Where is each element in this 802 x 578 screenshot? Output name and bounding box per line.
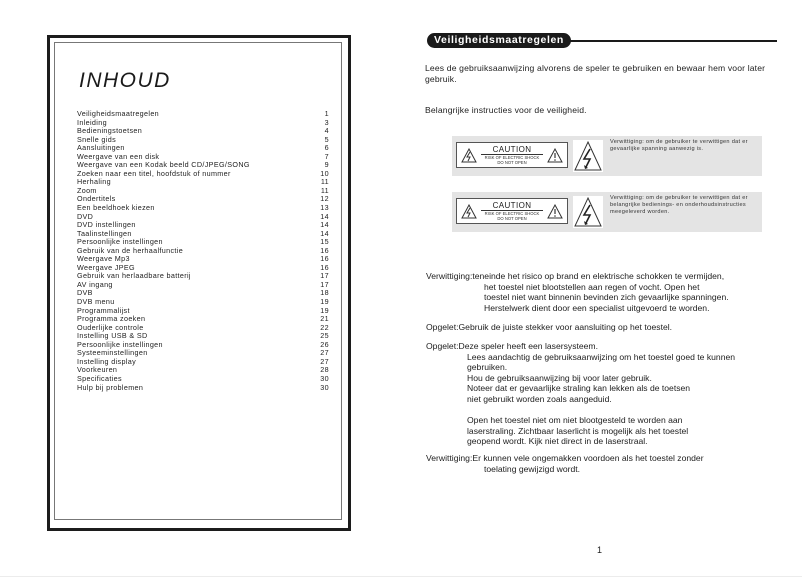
toc-entry-label: DVD — [77, 211, 94, 221]
toc-entry-label: Zoom — [77, 185, 97, 195]
toc-entry-label: Weergave van een Kodak beeld CD/JPEG/SONG — [77, 160, 250, 170]
caution-band — [452, 136, 762, 176]
toc-entry[interactable] — [77, 289, 329, 298]
toc-entry-label: Persoonlijke instellingen — [77, 339, 163, 349]
toc-entry-label: DVB menu — [77, 297, 115, 307]
toc-entry-page: 19 — [320, 305, 329, 315]
toc-entry-page: 16 — [320, 262, 329, 272]
caution-label — [456, 198, 568, 224]
notice-line: toelating gewijzigd wordt. — [484, 463, 581, 474]
notice-line: Gebruik de juiste stekker voor aansluiting op het toestel. — [458, 322, 673, 332]
toc-entry-label: Aansluitingen — [77, 143, 125, 153]
toc-entry-page: 3 — [324, 117, 329, 127]
toc-entry-label: DVB — [77, 288, 93, 298]
caution-subtext — [479, 211, 545, 221]
toc-entry-page: 16 — [320, 254, 329, 264]
toc-entry-page: 7 — [324, 151, 329, 161]
toc-entry-label: Ondertitels — [77, 194, 116, 204]
notice-label: Verwittiging: — [426, 271, 473, 281]
toc-entry-page: 4 — [324, 126, 329, 136]
notice-line: gebruiken. — [467, 362, 508, 373]
caution-word: CAUTION — [481, 201, 543, 211]
toc-entry[interactable] — [77, 178, 329, 187]
bottom-edge — [0, 576, 802, 577]
notice-line: Noteer dat er gevaarlijke straling kan lekken als de toetsen — [467, 383, 691, 394]
toc-entry-page: 14 — [320, 228, 329, 238]
toc-entry-label: Voorkeuren — [77, 365, 118, 375]
toc-entry-page: 11 — [320, 177, 329, 187]
notice-line: Deze speler heeft een lasersysteem. — [458, 341, 598, 351]
notice-line: geopend wordt. Kijk niet direct in de laserstraal. — [467, 436, 648, 447]
toc-inner-frame — [54, 42, 342, 520]
section-title: Veiligheidsmaatregelen — [427, 33, 571, 48]
toc-entry[interactable] — [77, 170, 329, 179]
toc-entry-label: DVD instellingen — [77, 220, 136, 230]
toc-entry-label: Gebruik van herlaadbare batterij — [77, 271, 191, 281]
toc-entry-page: 14 — [320, 220, 329, 230]
toc-entry-page: 12 — [320, 194, 329, 204]
notice-label: Verwittiging: — [426, 453, 473, 463]
caution-line-2: DO NOT OPEN — [497, 160, 527, 165]
toc-entry-page: 11 — [320, 185, 329, 195]
toc-entry-page: 6 — [324, 143, 329, 153]
notice-warning-fire — [426, 271, 786, 313]
notice-line: teneinde het risico op brand en elektrische schokken te vermijden, — [472, 271, 725, 281]
toc-entry-label: Specificaties — [77, 373, 122, 383]
toc-entry-page: 28 — [320, 365, 329, 375]
toc-entry-page: 18 — [320, 288, 329, 298]
notice-line: Lees aandachtig de gebruiksaanwijzing om het toestel goed te kunnen — [467, 351, 736, 362]
caution-line-1: RISK OF ELECTRIC SHOCK — [484, 211, 540, 216]
toc-entry-page: 26 — [320, 339, 329, 349]
caution-line-2: DO NOT OPEN — [497, 216, 527, 221]
caution-description: Verwittiging: om de gebruiker te verwittigen dat er belangrijke bedienings- en onderhoudsinstructies meegeleverd worden. — [610, 195, 748, 216]
toc-entry-label: Hulp bij problemen — [77, 382, 144, 392]
toc-entry-page: 27 — [320, 348, 329, 358]
toc-entry[interactable] — [77, 204, 329, 213]
toc-entry-page: 17 — [320, 279, 329, 289]
toc-entry-label: Instelling USB & SD — [77, 331, 148, 341]
toc-entry-label: Instelling display — [77, 356, 137, 366]
toc-entry-page: 21 — [320, 314, 329, 324]
notice-line: het toestel niet blootstellen aan regen of vocht. Open het — [484, 281, 700, 292]
caution-line-1: RISK OF ELECTRIC SHOCK — [484, 155, 540, 160]
toc-entry-label: Weergave Mp3 — [77, 254, 130, 264]
exclamation-warning-icon — [547, 204, 563, 219]
lightning-bolt-icon — [573, 140, 603, 172]
intro-text: Lees de gebruiksaanwijzing alvorens de speler te gebruiken en bewaar hem voor later gebruik. — [425, 63, 766, 84]
toc-entry-label: AV ingang — [77, 279, 113, 289]
toc-entry-page: 22 — [320, 322, 329, 332]
toc-entry-page: 5 — [324, 134, 329, 144]
section-rule — [567, 40, 777, 42]
caution-band — [452, 192, 762, 232]
toc-entry-page: 17 — [320, 271, 329, 281]
toc-entry-label: Inleiding — [77, 117, 107, 127]
notice-line: laserstraling. Zichtbaar laserlicht is mogelijk als het toestel — [467, 425, 689, 436]
toc-entry-page: 16 — [320, 245, 329, 255]
toc-entry-label: Taalinstellingen — [77, 228, 132, 238]
notice-modification — [426, 453, 786, 474]
toc-entry-label: Systeeminstellingen — [77, 348, 148, 358]
toc-entry-page: 19 — [320, 297, 329, 307]
caution-label — [456, 142, 568, 168]
toc-list — [77, 110, 329, 392]
section-header — [427, 33, 777, 49]
toc-entry[interactable] — [77, 110, 329, 119]
toc-entry-label: Persoonlijke instellingen — [77, 237, 163, 247]
toc-entry-label: Weergave van een disk — [77, 151, 160, 161]
toc-entry-label: Gebruik van de herhaalfunctie — [77, 245, 184, 255]
toc-entry-page: 10 — [320, 168, 329, 178]
notice-line: niet gebruikt worden zoals aangeduid. — [467, 393, 612, 404]
toc-entry-page: 30 — [320, 373, 329, 383]
notice-line: Open het toestel niet om niet blootgesteld te worden aan — [467, 415, 683, 426]
shock-warning-icon — [461, 204, 477, 219]
toc-entry-page: 14 — [320, 211, 329, 221]
toc-title: INHOUD — [79, 69, 171, 92]
notice-line: Herstelwerk dient door een specialist uitgevoerd te worden. — [484, 302, 710, 313]
toc-entry-label: Zoeken naar een titel, hoofdstuk of nummer — [77, 168, 231, 178]
caution-subtext — [479, 155, 545, 165]
caution-word: CAUTION — [481, 145, 543, 155]
toc-entry-page: 30 — [320, 382, 329, 392]
notice-plug — [426, 322, 786, 333]
important-heading: Belangrijke instructies voor de veiligheid. — [425, 105, 587, 115]
caution-description: Verwittiging: om de gebruiker te verwittigen dat er gevaarlijke spanning aanwezig is. — [610, 139, 748, 153]
lightning-bolt-icon — [573, 196, 603, 228]
toc-entry-label: Snelle gids — [77, 134, 117, 144]
toc-entry-page: 9 — [324, 160, 329, 170]
notice-line: Er kunnen vele ongemakken voordoen als het toestel zonder — [472, 453, 704, 463]
toc-entry-page: 25 — [320, 331, 329, 341]
toc-entry-page: 1 — [324, 109, 329, 118]
toc-entry[interactable] — [77, 281, 329, 290]
notice-line: toestel niet want binnenin bevinden zich gevaarlijke spanningen. — [484, 292, 729, 303]
toc-entry-label: Veiligheidsmaatregelen — [77, 109, 160, 118]
notice-label: Opgelet: — [426, 322, 459, 332]
toc-entry[interactable] — [77, 272, 329, 281]
notice-label: Opgelet: — [426, 341, 459, 351]
toc-entry-label: Weergave JPEG — [77, 262, 135, 272]
toc-entry-label: Een beeldhoek kiezen — [77, 203, 155, 213]
toc-entry-label: Programma zoeken — [77, 314, 146, 324]
exclamation-warning-icon — [547, 148, 563, 163]
toc-entry-page: 13 — [320, 203, 329, 213]
toc-entry-label: Ouderlijke controle — [77, 322, 144, 332]
page-number: 1 — [597, 545, 603, 555]
notice-line: Hou de gebruiksaanwijzing bij voor later gebruik. — [467, 372, 652, 383]
toc-entry-page: 27 — [320, 356, 329, 366]
toc-frame — [47, 35, 351, 531]
toc-entry-label: Herhaling — [77, 177, 111, 187]
notice-laser — [426, 341, 786, 447]
shock-warning-icon — [461, 148, 477, 163]
toc-entry[interactable] — [77, 384, 329, 393]
toc-entry-label: Bedieningstoetsen — [77, 126, 143, 136]
toc-entry-page: 15 — [320, 237, 329, 247]
toc-entry-label: Programmalijst — [77, 305, 130, 315]
